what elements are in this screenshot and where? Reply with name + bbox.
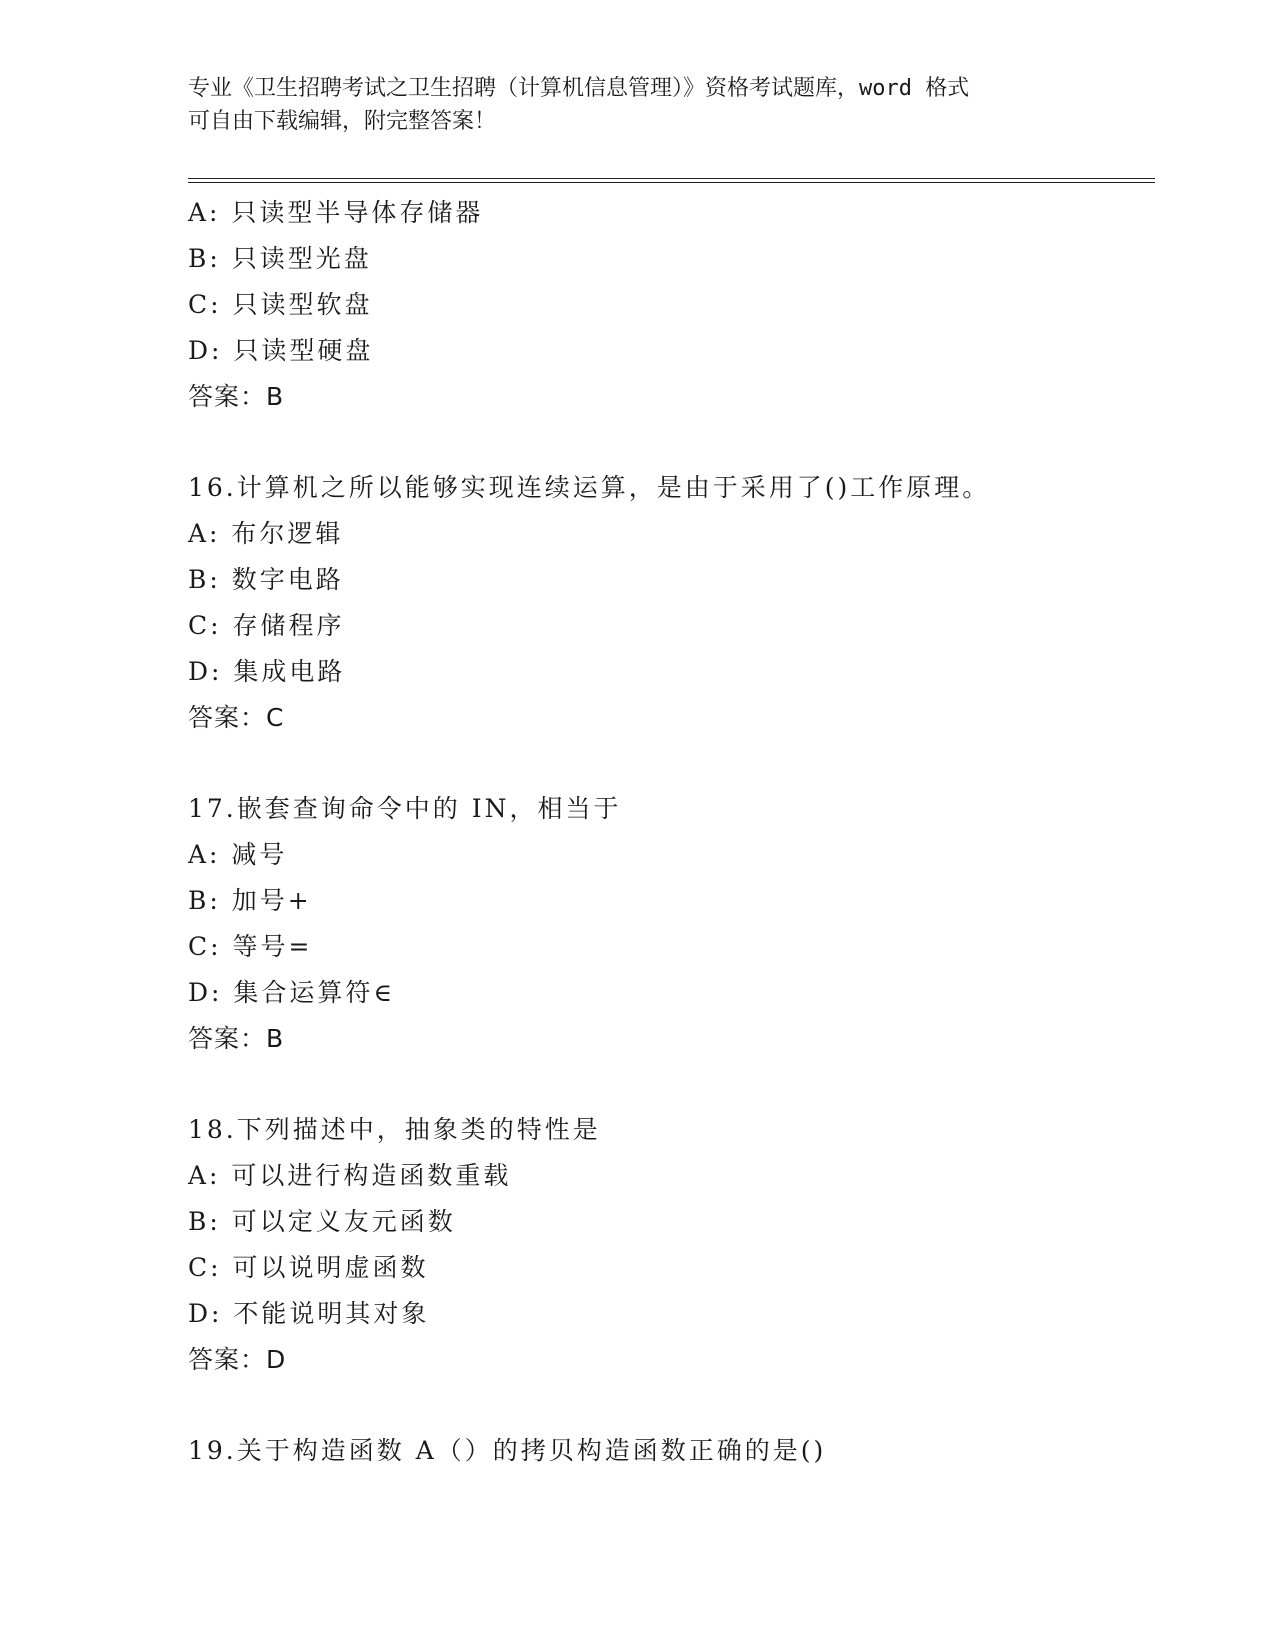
option-a: A: 可以进行构造函数重载 (188, 1161, 512, 1190)
question-list (188, 190, 1148, 1474)
option-a: A: 只读型半导体存储器 (188, 198, 484, 227)
option-b: B: 数字电路 (188, 565, 344, 594)
question-15 (188, 190, 1148, 420)
answer: 答案：B (188, 1024, 285, 1053)
option-b: B: 只读型光盘 (188, 244, 372, 273)
document-header (188, 72, 1088, 138)
answer: 答案：B (188, 382, 285, 411)
answer: 答案：C (188, 703, 285, 732)
question-stem: 16.计算机之所以能够实现连续运算，是由于采用了()工作原理。 (188, 473, 991, 502)
option-b: B: 加号+ (188, 886, 312, 915)
question-17 (188, 786, 1148, 1062)
option-a: A: 布尔逻辑 (188, 519, 344, 548)
question-stem: 18.下列描述中，抽象类的特性是 (188, 1115, 601, 1144)
option-b: B: 可以定义友元函数 (188, 1207, 456, 1236)
option-d: D: 不能说明其对象 (188, 1299, 430, 1328)
option-d: D: 集合运算符∈ (188, 978, 395, 1007)
header-line-1: 专业《卫生招聘考试之卫生招聘（计算机信息管理）》资格考试题库，word 格式 (188, 76, 970, 101)
option-d: D: 集成电路 (188, 657, 346, 686)
option-c: C: 可以说明虚函数 (188, 1253, 429, 1282)
option-c: C: 存储程序 (188, 611, 345, 640)
option-d: D: 只读型硬盘 (188, 336, 374, 365)
header-divider-top (188, 178, 1155, 179)
header-divider-bottom (188, 182, 1155, 183)
question-19 (188, 1428, 1148, 1474)
question-stem: 17.嵌套查询命令中的 IN，相当于 (188, 794, 622, 823)
answer: 答案：D (188, 1345, 287, 1374)
question-stem: 19.关于构造函数 A（）的拷贝构造函数正确的是() (188, 1436, 827, 1465)
option-a: A: 减号 (188, 840, 288, 869)
question-16 (188, 465, 1148, 741)
question-18 (188, 1107, 1148, 1383)
option-c: C: 等号= (188, 932, 313, 961)
option-c: C: 只读型软盘 (188, 290, 373, 319)
header-line-2: 可自由下载编辑，附完整答案！ (188, 109, 497, 134)
